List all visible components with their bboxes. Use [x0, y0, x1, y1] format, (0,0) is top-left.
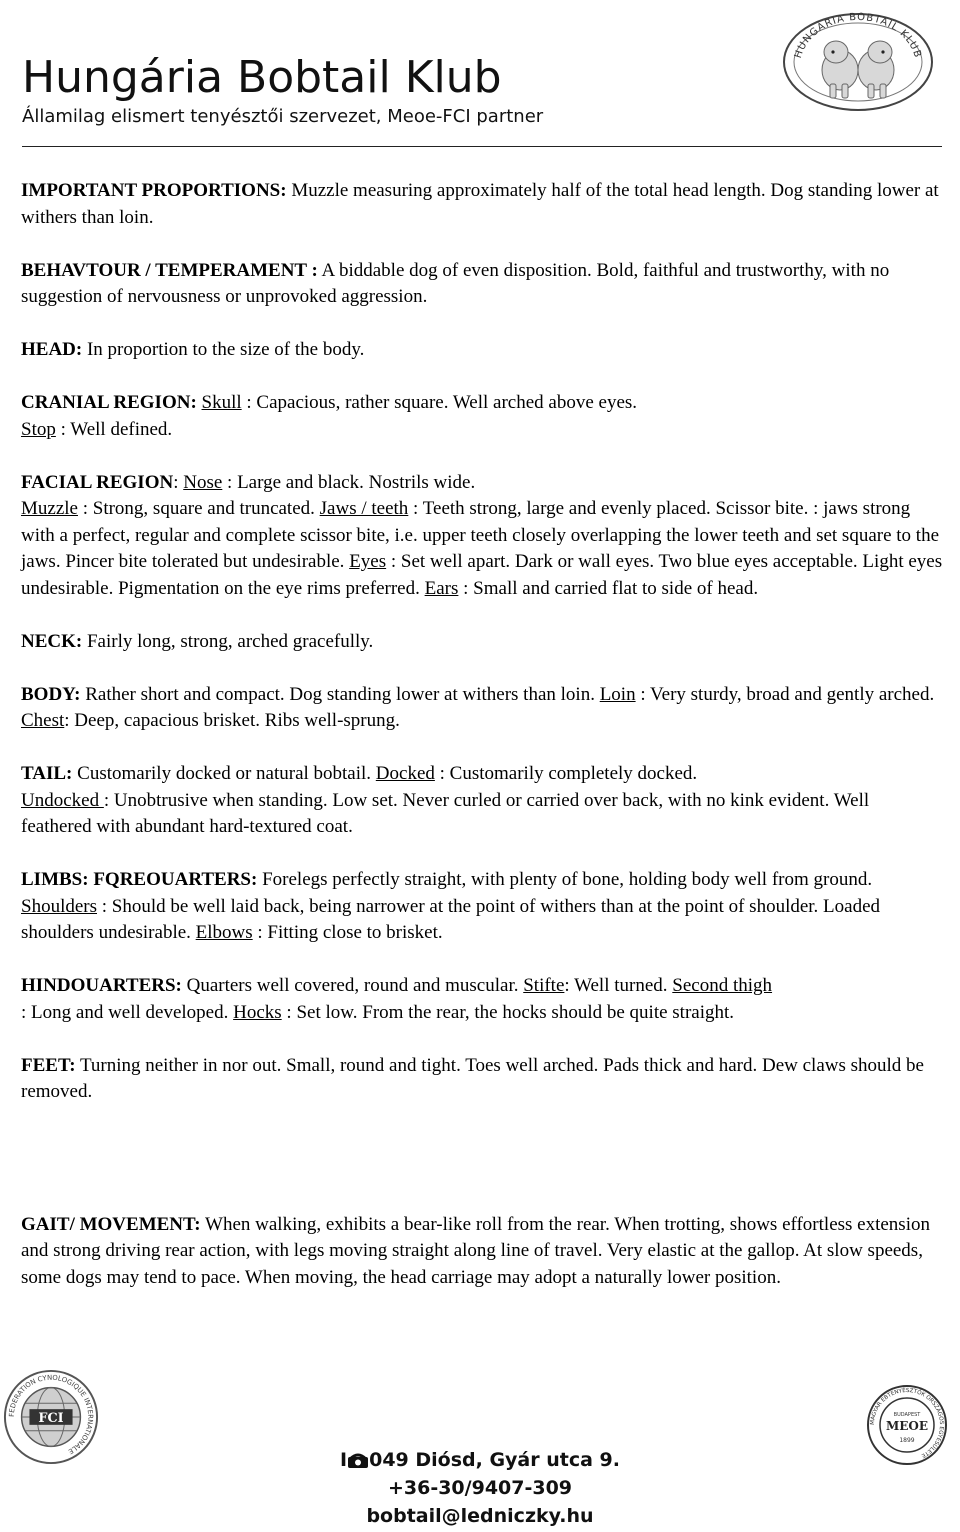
section-text: : Small and carried flat to side of head. [458, 577, 759, 599]
meoe-city: BUDAPEST [893, 1412, 921, 1418]
section-feet [21, 1053, 943, 1106]
section-text: : [173, 471, 184, 493]
section-label: NECK: [21, 630, 83, 652]
section-important-proportions [21, 178, 943, 231]
term-stifle: Stifte [523, 975, 565, 996]
section-label: LIMBS: FQREOUARTERS: [21, 869, 258, 890]
fci-ring-text: FEDERATION CYNOLOGIQUE INTERNATIONALE [7, 1373, 95, 1456]
meoe-year: 1899 [899, 1437, 915, 1444]
section-gait [21, 1212, 943, 1292]
section-text: Muzzle measuring approximately half of the total head length. Dog standing lower at withers than loin. [21, 180, 939, 228]
section-text: : Large and black. Nostrils wide. [222, 471, 476, 493]
section-text: Turning neither in nor out. Small, round and tight. Toes well arched. Pads thick and hard. Dew claws should be removed. [21, 1054, 924, 1102]
club-logo [778, 4, 938, 112]
fci-label: FCI [38, 1410, 64, 1426]
term-undocked: Undocked [21, 789, 104, 811]
section-limbs [21, 867, 943, 947]
section-text: A biddable dog of even disposition. Bold, faithful and trustworthy, with no suggestion of nervousness or unprovoked aggression. [21, 259, 890, 307]
header-divider [22, 146, 942, 147]
section-label: FACIAL REGION [21, 471, 174, 493]
address-text: 049 Diósd, Gyár utca 9. [369, 1449, 620, 1471]
address-line [0, 1446, 960, 1474]
section-text: When walking, exhibits a bear-like roll from the rear. When trotting, shows effortless extension and strong driving rear action, with legs moving straight along line of travel. Very elastic at the gallop. At slow speeds, some dogs may tend to pace. When moving, the head carriage may adopt a naturally lower position. [21, 1213, 930, 1288]
section-label: BODY: [21, 683, 81, 705]
section-label: IMPORTANT PROPORTIONS: [21, 180, 287, 201]
section-text: : Capacious, rather square. Well arched above eyes. [241, 392, 638, 413]
svg-text:HUNGÁRIA BOBTAIL KLUB [793, 12, 923, 60]
section-label: HINDOUARTERS: [21, 975, 182, 996]
section-text: : Deep, capacious brisket. Ribs well-sprung. [64, 710, 400, 731]
club-title: Hungária Bobtail Klub [22, 52, 502, 103]
section-text: Fairly long, strong, arched gracefully. [82, 630, 374, 652]
section-head [21, 337, 943, 364]
section-text: : Well turned. [564, 975, 673, 996]
term-chest: Chest [21, 710, 65, 731]
club-subtitle: Államilag elismert tenyésztői szervezet, Meoe-FCI partner [22, 106, 544, 127]
section-text: : Customarily completely docked. [434, 763, 698, 784]
standard-text [21, 178, 943, 1318]
section-text: : Should be well laid back, being narrower at the point of withers than at the point of shoulder. Loaded shoulders undesirable. [21, 895, 881, 943]
section-label: FEET: [21, 1054, 76, 1076]
section-label: BEHAVTOUR / TEMPERAMENT : [21, 259, 318, 281]
contact-footer [0, 1446, 960, 1530]
section-text: : Well defined. [55, 418, 173, 440]
term-loin: Loin [599, 683, 636, 705]
email-address[interactable]: bobtail@ledniczky.hu [366, 1505, 594, 1527]
section-label: HEAD: [21, 339, 83, 360]
section-label: TAIL: [21, 763, 73, 784]
section-text: Quarters well covered, round and muscular. [181, 975, 524, 996]
section-neck [21, 629, 943, 656]
section-text: : Teeth strong, large and evenly placed. Scissor bite. : jaws strong with a perfect, regular and complete scissor bite, i.e. upper teeth closely overlapping the lower teeth and set square to the jaws. Pincer bite tolerated but undesirable. [21, 498, 940, 572]
section-text: : Long and well developed. [21, 1001, 234, 1023]
section-cranial-region [21, 390, 943, 443]
section-text: Rather short and compact. Dog standing lower at withers than loin. [80, 683, 600, 705]
term-docked: Docked [375, 763, 435, 784]
club-logo-text: HUNGÁRIA BOBTAIL KLUB [792, 11, 924, 60]
term-elbows: Elbows [195, 922, 253, 943]
section-text: Customarily docked or natural bobtail. [72, 763, 376, 784]
section-hindquarters [21, 973, 943, 1026]
section-text: : Set well apart. Dark or wall eyes. Two blue eyes acceptable. Light eyes undesirable. Pigmentation on the eye rims preferred. [21, 551, 943, 599]
section-tail [21, 761, 943, 841]
term-muzzle: Muzzle [21, 498, 78, 519]
section-text: : Very sturdy, broad and gently arched. [635, 683, 935, 705]
term-jaws-teeth: Jaws / teeth [319, 498, 409, 519]
section-behaviour [21, 258, 943, 311]
section-text: : Fitting close to brisket. [252, 922, 443, 943]
phone-icon [347, 1451, 369, 1469]
term-skull: Skull [201, 392, 242, 413]
section-text: : Set low. From the rear, the hocks should be quite straight. [281, 1001, 735, 1023]
phone-number: +36-30/9407-309 [387, 1477, 573, 1499]
section-text: : Unobtrusive when standing. Low set. Never curled or carried over back, with no kink evident. Well feathered with abundant hard-textured coat. [21, 789, 870, 837]
address-prefix: I [340, 1449, 348, 1471]
meoe-label: MEOE [885, 1419, 929, 1433]
bobtail-dog-icon [822, 41, 894, 98]
section-facial-region [21, 470, 943, 603]
term-ears: Ears [424, 577, 459, 599]
term-hocks: Hocks [233, 1001, 282, 1023]
term-nose: Nose [183, 471, 223, 493]
section-text: : Strong, square and truncated. [77, 498, 320, 519]
section-text: In proportion to the size of the body. [82, 339, 365, 360]
meoe-ring-text: MAGYAR EBTENYÉSZTŐK ORSZÁGOS EGYESÜLETE [869, 1387, 945, 1459]
term-shoulders: Shoulders [21, 895, 97, 917]
section-label: GAIT/ MOVEMENT: [21, 1213, 201, 1235]
section-text: Forelegs perfectly straight, with plenty of bone, holding body well from ground. [257, 869, 873, 890]
term-eyes: Eyes [349, 551, 387, 572]
term-second-thigh: Second thigh [672, 975, 773, 996]
section-label: CRANIAL REGION: [21, 392, 197, 413]
term-stop: Stop [21, 418, 56, 440]
section-body [21, 682, 943, 735]
